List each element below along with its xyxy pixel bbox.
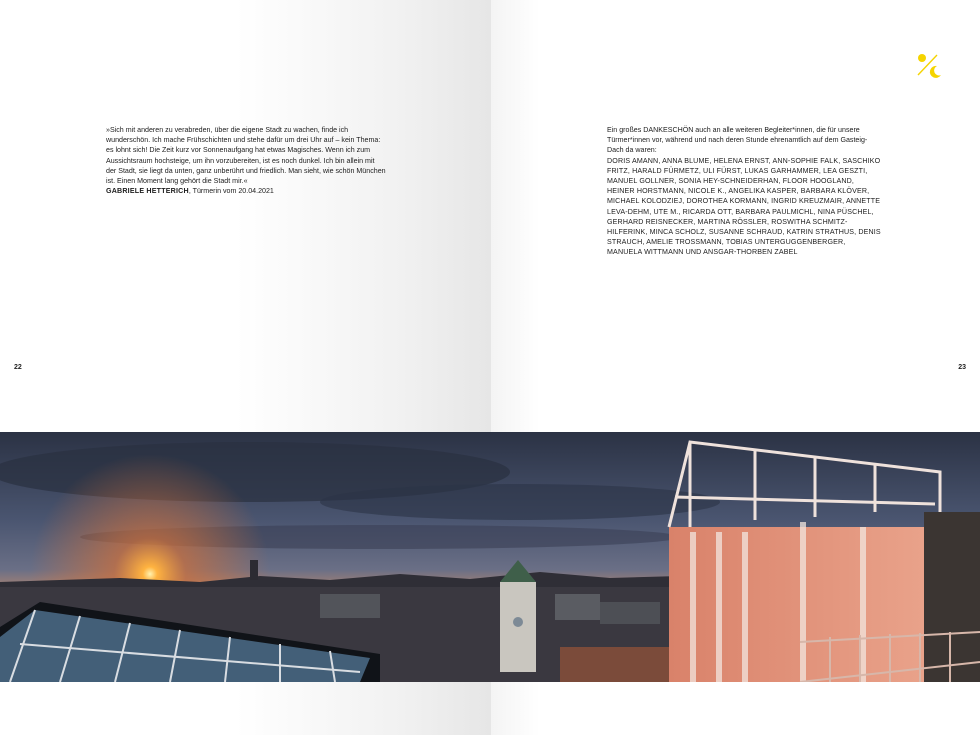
sun-moon-logo-icon <box>913 50 943 80</box>
author-name: GABRIELE HETTERICH <box>106 187 189 196</box>
quote-author <box>106 186 386 196</box>
panorama-photo <box>0 432 980 682</box>
quote-block <box>106 125 386 196</box>
quote-text: »Sich mit anderen zu verabreden, über die eigene Stadt zu wachen, finde ich wunderschön. Ich mache Frühschichten und stehe dafür um drei Uhr auf – kein Thema: es lohnt sich! Die Zeit kurz vor Sonnenaufgang hat etwas Magisches. Wenn ich zum Aussichtsraum hochsteige, um ihn vorzubereiten, ist es noch dunkel. Ich bin allein mit der Stadt, sie liegt da unten, ganz unberührt und friedlich. Man sieht, wie schön München ist. Einen Moment lang gehört die Stadt mir.« <box>106 126 386 186</box>
page-number-right: 23 <box>958 364 966 371</box>
page-number-left: 22 <box>14 364 22 371</box>
thanks-intro: Ein großes DANKESCHÖN auch an alle weiteren Begleiter*innen, die für unsere Türmer*innen vor, während und nach deren Stunde ehrenamtlich auf dem Gasteig-Dach da waren: <box>607 126 868 155</box>
helper-names: DORIS AMANN, ANNA BLUME, HELENA ERNST, ANN-SOPHIE FALK, SASCHIKO FRITZ, HARALD FÜRMETZ, ULI FÜRST, LUKAS GARHAMMER, LEA GESZTI, MANUEL GOLLNER, SONIA HEY-SCHNEIDERHAN, FLOOR HOOGLAND, HEINER HORSTMANN, NICOLE K., ANGELIKA KASPER, BARBARA KLÖVER, MICHAEL KOLODZIEJ, DOROTHEA KORMANN, INGRID KREUZMAIR, ANNETTE LEVA-DEHM, UTE M., RICARDA OTT, BARBARA PAULMICHL, NINA PÜSCHEL, GERHARD REISNECKER, MARTINA RÖSSLER, ROSWITHA SCHMITZ-HILFERINK, MINCA SCHOLZ, SUSANNE SCHRAUD, KATRIN STRATHUS, DENIS STRAUCH, AMELIE TROSSMANN, TOBIAS UNTERGUGGENBERGER, MANUELA WITTMANN UND ANSGAR-THORBEN ZABEL <box>607 156 881 257</box>
thanks-block <box>607 125 882 258</box>
author-note: , Türmerin vom 20.04.2021 <box>188 187 274 196</box>
munich-sunset-panorama <box>0 432 980 682</box>
